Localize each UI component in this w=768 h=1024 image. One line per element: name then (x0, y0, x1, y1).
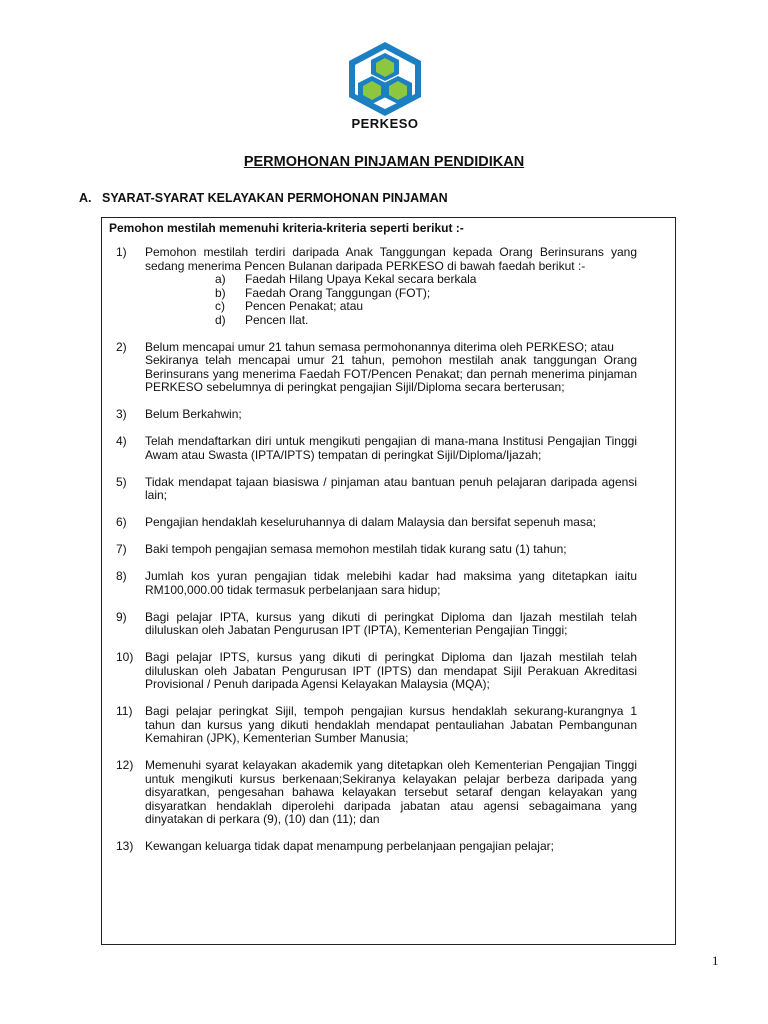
sub-item-text: Faedah Hilang Upaya Kekal secara berkala (245, 272, 477, 286)
item-number: 10) (116, 650, 134, 664)
item-text: Bagi pelajar IPTA, kursus yang dikuti di peringkat Diploma dan Ijazah mestilah telah diluluskan oleh Jabatan Pengurusan IPT (IPTA), Kementerian Pengajian Tinggi; (145, 609, 637, 637)
sub-item-letter: a) (215, 272, 226, 286)
section-letter: A. (79, 191, 92, 205)
item-number: 9) (116, 609, 127, 624)
section-heading-text: SYARAT-SYARAT KELAYAKAN PERMOHONAN PINJAMAN (102, 191, 448, 205)
list-item (102, 651, 675, 692)
item-number: 1) (116, 245, 127, 259)
item-number: 11) (116, 704, 133, 718)
item-text: Sekiranya telah mencapai umur 21 tahun, pemohon mestilah anak tanggungan Orang Berinsurans yang menerima Faedah FOT/Pencen Penakat; dan pernah menerima pinjaman PERKESO sebelumnya di peringkat pengajian Sijil/Diploma secara berterusan; (145, 353, 637, 394)
item-number: 5) (116, 474, 127, 489)
list-item (102, 543, 675, 557)
item-text: Baki tempoh pengajian semasa memohon mestilah tidak kurang satu (1) tahun; (145, 542, 567, 556)
item-number: 7) (116, 542, 127, 556)
item-text: Memenuhi syarat kelayakan akademik yang ditetapkan oleh Kementerian Pengajian Tinggi untuk mengikuti kursus berkenaan;Sekiranya kelayakan pelajar berbeza daripada yang disyaratkan, pengesahan bahawa kelayakan tersebut setaraf dengan kelayakan yang disyaratkan hendaklah diperolehi daripada jabatan atau agensi sebagaimana yang dinyatakan di perkara (9), (10) dan (11); dan (145, 758, 637, 826)
item-text: Telah mendaftarkan diri untuk mengikuti pengajian di mana-mana Institusi Pengajian Tinggi Awam atau Swasta (IPTA/IPTS) tempatan di peringkat Sijil/Diploma/Ijazah; (145, 434, 637, 462)
item-number: 8) (116, 569, 127, 583)
criteria-intro: Pemohon mestilah memenuhi kriteria-kriteria seperti berikut :- (109, 221, 464, 235)
section-heading (79, 191, 448, 205)
item-number: 13) (116, 839, 134, 853)
list-item (102, 408, 675, 422)
sub-item (145, 300, 637, 314)
list-item (102, 759, 675, 827)
list-item (102, 435, 675, 462)
item-text: Bagi pelajar IPTS, kursus yang dikuti di peringkat Diploma dan Ijazah mestilah telah diluluskan oleh Jabatan Pengurusan IPT (IPTS) dan mendapat Sijil Perakuan Akreditasi Provisional / Penuh daripada Agensi Kelayakan Malaysia (MQA); (145, 650, 637, 691)
logo-wordmark: PERKESO (351, 116, 419, 131)
item-text: Bagi pelajar peringkat Sijil, tempoh pengajian kursus hendaklah sekurang-kurangnya 1 tahun dan kursus yang dikuti hendaklah mendapat pentauliahan Jabatan Pembangunan Kemahiran (JPK), Kementerian Sumber Manusia; (145, 704, 637, 745)
list-item (102, 570, 675, 597)
list-item (102, 840, 675, 854)
sub-item-text: Faedah Orang Tanggungan (FOT); (245, 285, 431, 300)
sub-item (145, 287, 637, 301)
list-item (102, 476, 675, 503)
sub-item (145, 314, 637, 328)
page-number: 1 (712, 953, 719, 968)
item-text: Belum Berkahwin; (145, 407, 242, 421)
item-number: 4) (116, 434, 127, 448)
criteria-box (101, 217, 676, 945)
sub-item-text: Pencen Ilat. (245, 312, 309, 327)
list-item (102, 246, 675, 327)
item-number: 3) (116, 407, 127, 421)
sub-item-text: Pencen Penakat; atau (245, 299, 364, 313)
sub-item-letter: b) (215, 285, 226, 300)
item-text: Pemohon mestilah terdiri daripada Anak Tanggungan kepada Orang Berinsurans yang sedang menerima Pencen Bulanan daripada PERKESO di bawah faedah berikut :- (145, 245, 637, 273)
item-text: Belum mencapai umur 21 tahun semasa permohonannya diterima oleh PERKESO; atau (145, 339, 614, 354)
perkeso-logo (345, 40, 425, 160)
sub-item-letter: c) (215, 299, 225, 313)
item-number: 12) (116, 758, 134, 772)
item-text: Jumlah kos yuran pengajian tidak melebihi kadar had maksima yang ditetapkan iaitu RM100,000.00 tidak termasuk perbelanjaan sara hidup; (145, 569, 637, 597)
document-title: PERMOHONAN PINJAMAN PENDIDIKAN (243, 154, 525, 170)
perkeso-emblem-icon (345, 40, 425, 118)
item-text: Kewangan keluarga tidak dapat menampung perbelanjaan pengajian pelajar; (145, 839, 554, 853)
item-text: Pengajian hendaklah keseluruhannya di dalam Malaysia dan bersifat sepenuh masa; (145, 515, 596, 529)
criteria-list (102, 246, 675, 867)
sub-item-letter: d) (215, 312, 226, 327)
list-item (102, 516, 675, 530)
item-text: Tidak mendapat tajaan biasiswa / pinjaman atau bantuan penuh pelajaran daripada agensi lain; (145, 474, 637, 502)
list-item (102, 341, 675, 395)
list-item (102, 705, 675, 746)
item-number: 6) (116, 515, 127, 529)
item-number: 2) (116, 339, 127, 354)
sub-item (145, 273, 637, 287)
list-item (102, 611, 675, 638)
